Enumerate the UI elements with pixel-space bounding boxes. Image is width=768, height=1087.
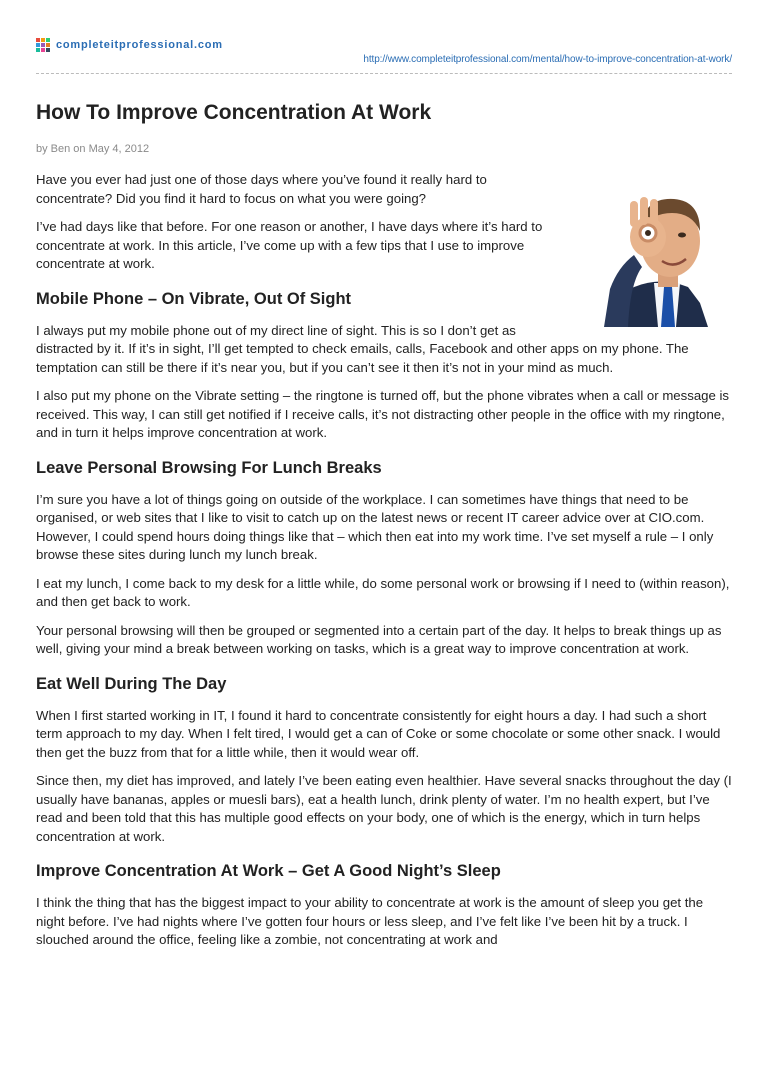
logo-cell bbox=[36, 43, 40, 47]
logo-cell bbox=[41, 38, 45, 42]
section-heading: Leave Personal Browsing For Lunch Breaks bbox=[36, 458, 382, 477]
article-byline: by Ben on May 4, 2012 bbox=[36, 143, 150, 155]
section-paragraph: When I first started working in IT, I found it hard to concentrate consistently for eight hours a day. I had such a short term approach to my day. When I felt tired, I would get a can of Coke or some chocolate or some other snack. I would then get the buzz from that for a little while, then it would wear off. bbox=[36, 707, 721, 760]
article-title: How To Improve Concentration At Work bbox=[36, 101, 432, 124]
intro-paragraph: Have you ever had just one of those days where you’ve found it really hard to concentrate? Did you find it hard to focus on what you were going? bbox=[36, 172, 487, 206]
logo-cell bbox=[36, 48, 40, 52]
section-paragraph: I’m sure you have a lot of things going on outside of the workplace. I can sometimes have things that need to be organised, or web sites that I like to visit to catch up on the latest news or recent IT career advice over at CIO.com. However, I could spend hours doing things like that – which then eat into my work time. I’ve set myself a rule – I only browse these sites during lunch my lunch break. bbox=[36, 491, 714, 562]
logo-cell bbox=[46, 43, 50, 47]
source-url-link[interactable]: http://www.completeitprofessional.com/mental/how-to-improve-concentration-at-work/ bbox=[363, 54, 732, 65]
section-paragraph: Your personal browsing will then be grouped or segmented into a certain part of the day. It helps to break things up as well, giving your mind a break between working on tasks, which is a great way to improve concentration at work. bbox=[36, 622, 722, 656]
logo-cell bbox=[46, 48, 50, 52]
section-paragraph: I think the thing that has the biggest impact to your ability to concentrate at work is the amount of sleep you get the night before. I’ve had nights where I’ve gotten four hours or less sleep, and I’ve felt like I’ve been hit by a truck. I slouched around the office, feeling like a zombie, not concentrating at work and bbox=[36, 895, 704, 947]
section-heading: Eat Well During The Day bbox=[36, 674, 227, 693]
logo-cell bbox=[41, 43, 45, 47]
intro-paragraph: I’ve had days like that before. For one reason or another, I have days where it’s hard to concentrate at work. In this article, I’ve come up with a few tips that I use to improve concentrate at work. bbox=[36, 219, 543, 271]
section-heading: Improve Concentration At Work – Get A Good Night’s Sleep bbox=[36, 862, 501, 880]
section-paragraph: I always put my mobile phone out of my direct line of sight. This is so I don’t get as distracted by it. If it’s in sight, I’ll get tempted to check emails, calls, Facebook and other apps on my phone. The temptation can still be there if it’s near you, but if you can’t see it then it’s not in your mind as much. bbox=[36, 322, 689, 375]
article-body bbox=[36, 171, 732, 960]
logo-cell bbox=[46, 38, 50, 42]
article-photo bbox=[584, 171, 732, 327]
man-ok-gesture-photo-icon bbox=[584, 171, 732, 327]
logo-cell bbox=[41, 48, 45, 52]
section-heading: Mobile Phone – On Vibrate, Out Of Sight bbox=[36, 289, 352, 308]
logo-grid-icon bbox=[36, 38, 50, 52]
section-paragraph: Since then, my diet has improved, and lately I’ve been eating even healthier. Have several snacks throughout the day (I usually have bananas, apples or muesli bars), eat a health lunch, drink plenty of water. I’m no health expert, but I’ve read and been told that this has multiple good effects on your body, one of which is the energy, which in turn helps concentration at work. bbox=[36, 773, 732, 844]
logo-cell bbox=[36, 38, 40, 42]
masthead bbox=[36, 0, 732, 72]
section-paragraph: I eat my lunch, I come back to my desk for a little while, do some personal work or browsing if I need to (within reason), and then get back to work. bbox=[36, 575, 730, 609]
section-paragraph: I also put my phone on the Vibrate setting – the ringtone is turned off, but the phone vibrates when a call or message is received. This way, I can still get notified if I receive calls, it’s not distracting other people in the office with my ringtone, and in turn it helps improve concentration at work. bbox=[36, 388, 730, 440]
site-logo-link[interactable] bbox=[36, 38, 223, 52]
document-page bbox=[36, 0, 732, 947]
header-divider bbox=[36, 73, 732, 74]
site-name: completeitprofessional.com bbox=[56, 39, 223, 51]
